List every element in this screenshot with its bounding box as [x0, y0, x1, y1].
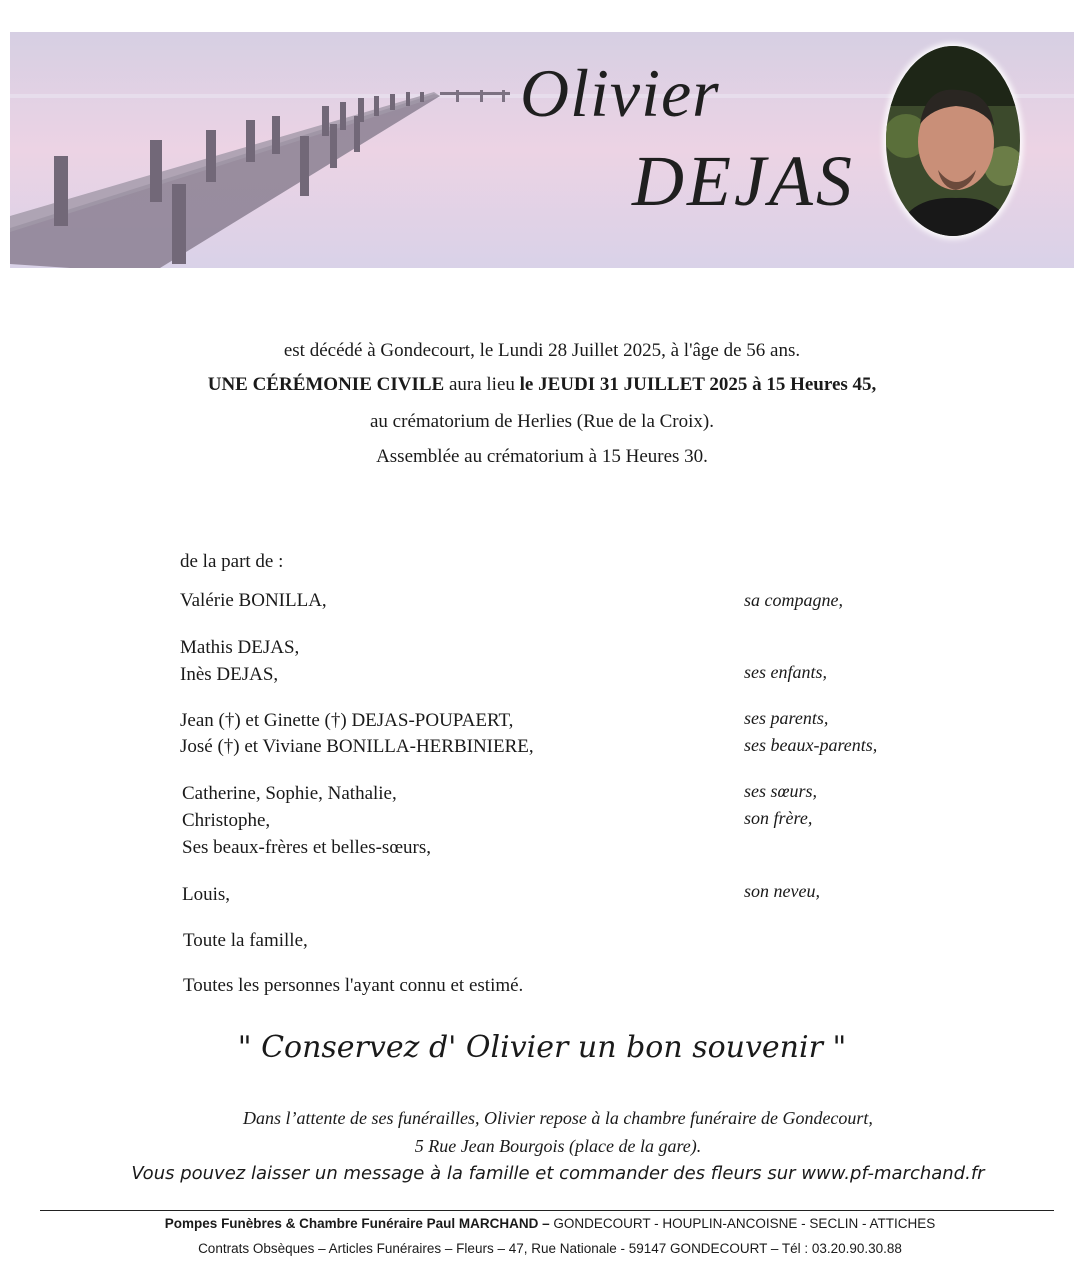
relation-label: son neveu, [744, 881, 820, 901]
relation-label: son frère, [744, 808, 813, 828]
family-member: Mathis DEJAS, [180, 637, 300, 658]
relation-label: ses parents, [744, 708, 829, 728]
ceremony-date: le JEUDI 31 JUILLET 2025 à 15 Heures 45, [519, 374, 877, 395]
family-member: Valérie BONILLA, [180, 590, 327, 611]
ceremony-line [0, 374, 1084, 396]
family-member: Inès DEJAS, [180, 664, 279, 685]
family-member: Christophe, [182, 810, 271, 831]
family-member: Louis, [182, 884, 231, 905]
funeral-home-notice [0, 1104, 1084, 1160]
footer-company-line [0, 1216, 1084, 1231]
family-member: Catherine, Sophie, Nathalie, [182, 783, 397, 804]
deceased-last-name: DEJAS [632, 141, 855, 221]
online-message-note: Vous pouvez laisser un message à la famille et commander des fleurs sur www.pf-marchand.fr [131, 1163, 985, 1184]
header-banner [10, 32, 1074, 268]
relation-label: sa compagne, [744, 590, 843, 610]
ceremony-connector: aura lieu [448, 374, 515, 395]
death-notice-line: est décédé à Gondecourt, le Lundi 28 Juillet 2025, à l'âge de 56 ans. [283, 340, 801, 361]
relation-label: ses enfants, [744, 662, 827, 682]
family-member: Ses beaux-frères et belles-sœurs, [182, 837, 432, 858]
footer-divider [40, 1210, 1054, 1211]
portrait-photo [886, 46, 1020, 236]
ceremony-location: au crématorium de Herlies (Rue de la Croix). [370, 411, 714, 432]
ceremony-type: UNE CÉRÉMONIE CIVILE [207, 374, 445, 395]
memorial-quote: " Conservez d' Olivier un bon souvenir " [237, 1030, 847, 1065]
relation-label: ses beaux-parents, [744, 735, 878, 755]
company-name: Pompes Funèbres & Chambre Funéraire Paul MARCHAND – [164, 1216, 550, 1231]
family-member: Toutes les personnes l'ayant connu et estimé. [183, 975, 524, 996]
family-member: José (†) et Viviane BONILLA-HERBINIERE, [180, 736, 534, 757]
from-label: de la part de : [180, 551, 284, 572]
company-towns: GONDECOURT - HOUPLIN-ANCOISNE - SECLIN - ATTICHES [553, 1216, 936, 1231]
family-member: Toute la famille, [183, 930, 308, 951]
relation-label: ses sœurs, [744, 781, 818, 801]
funeral-home-address: 5 Rue Jean Bourgois (place de la gare). [414, 1136, 702, 1156]
deceased-first-name: Olivier [520, 55, 720, 131]
funeral-home-line: Dans l’attente de ses funérailles, Olivier repose à la chambre funéraire de Gondecourt, [243, 1108, 873, 1128]
assembly-time: Assemblée au crématorium à 15 Heures 30. [376, 446, 708, 467]
footer-contact-line: Contrats Obsèques – Articles Funéraires – Fleurs – 47, Rue Nationale - 59147 GONDECOURT – Tél : 03.20.90.30.88 [198, 1241, 902, 1256]
family-member: Jean (†) et Ginette (†) DEJAS-POUPAERT, [180, 710, 514, 731]
